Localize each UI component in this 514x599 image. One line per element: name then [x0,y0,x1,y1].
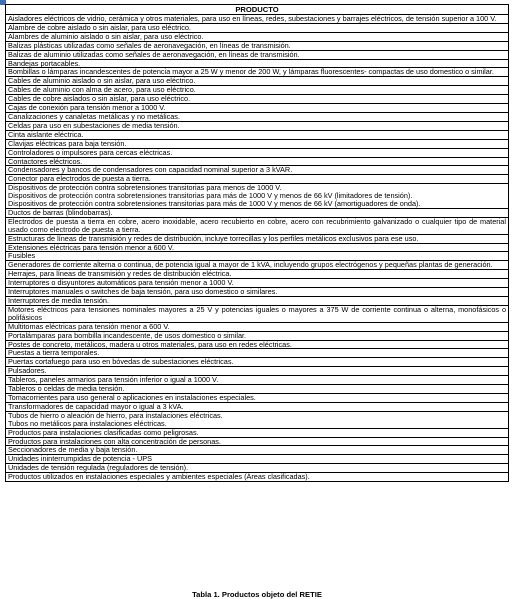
table-row [6,121,509,130]
table-row [6,473,509,482]
product-cell: Tableros, paneles armarios para tensión inferior o igual a 1000 V. [6,376,509,385]
table-row [6,217,509,234]
table-row [6,322,509,331]
product-cell: Celdas para uso en subestaciones de media tensión. [6,121,509,130]
table-caption: Tabla 1. Productos objeto del RETIE [192,590,322,599]
table-row [6,139,509,148]
product-cell: Fusibles [6,252,509,261]
table-row [6,32,509,41]
product-cell: Condensadores y bancos de condensadores con capacidad nominal superior a 3 kVAR. [6,166,509,175]
product-cell: Cajas de conexión para tensión menor a 1000 V. [6,104,509,113]
product-cell: Estructuras de líneas de transmisión y redes de distribución, incluye torrecillas y los perfiles metálicos exclusivos para ese uso. [6,234,509,243]
product-cell: Puertas cortafuego para uso en bóvedas de subestaciones eléctricas. [6,358,509,367]
product-cell: Clavijas eléctricas para baja tensión. [6,139,509,148]
product-cell: Cables de aluminio con alma de acero, para uso eléctrico. [6,86,509,95]
product-cell: Pulsadores. [6,367,509,376]
product-cell: Cables de cobre aislados o sin aislar, para uso eléctrico. [6,95,509,104]
table-row [6,184,509,209]
table-row [6,23,509,32]
product-cell: Extensiones eléctricas para tensión menor a 600 V. [6,243,509,252]
product-cell: Controladores o impulsores para cercas eléctricas. [6,148,509,157]
table-row [6,243,509,252]
table-row [6,428,509,437]
table-row [6,411,509,428]
product-cell: Interruptores o disyuntores automáticos para tensión menor a 1000 V. [6,279,509,288]
table-row [6,208,509,217]
product-cell: Tubos de hierro o aleación de hierro, para instalaciones eléctricas. Tubos no metálicos para instalaciones eléctricas. [6,411,509,428]
product-cell: Puestas a tierra temporales. [6,349,509,358]
product-cell: Motores eléctricos para tensiones nominales mayores a 25 V y potencias iguales o mayores a 375 W de corriente continua o alterna, monofásicos o polifásicos [6,305,509,322]
table-header-row [6,5,509,15]
table-row [6,130,509,139]
product-cell: Ductos de barras (blindobarras). [6,208,509,217]
products-table [5,4,509,482]
product-cell: Herrajes, para líneas de transmisión y redes de distribución eléctrica. [6,270,509,279]
product-cell: Transformadores de capacidad mayor o igual a 3 kVA. [6,402,509,411]
product-cell: Unidades de tensión regulada (reguladores de tensión). [6,464,509,473]
table-body [6,15,509,482]
product-cell: Multitomas eléctricas para tensión menor a 600 V. [6,322,509,331]
column-header-producto: PRODUCTO [6,5,509,15]
product-cell: Productos para instalaciones clasificadas como peligrosas. [6,428,509,437]
table-row [6,41,509,50]
product-cell: Tableros o celdas de media tensión. [6,385,509,394]
product-cell: Electrodos de puesta a tierra en cobre, acero inoxidable, acero recubierto en cobre, acero con recubrimiento galvanizado o cualquier tipo de material usado como electrodo de puesta a tierra. [6,217,509,234]
product-cell: Contactores eléctricos. [6,157,509,166]
table-row [6,234,509,243]
product-cell: Portalámparas para bombilla incandescente, de usos domestico o similar. [6,331,509,340]
product-cell: Seccionadores de media y baja tensión. [6,446,509,455]
product-cell: Aisladores eléctricos de vidrio, cerámica y otros materiales, para uso en líneas, redes, subestaciones y barrajes eléctricos, de tensión superior a 100 V. [6,15,509,24]
product-cell: Balizas plásticas utilizadas como señales de aeronavegación, en líneas de transmisión. [6,41,509,50]
product-cell: Alambres de aluminio aislado o sin aislar, para uso eléctrico. [6,32,509,41]
product-cell: Canalizaciones y canaletas metálicas y no metálicas. [6,112,509,121]
table-row [6,331,509,340]
product-cell: Conector para electrodos de puesta a tierra. [6,175,509,184]
product-cell: Productos utilizados en instalaciones especiales y ambientes especiales (Áreas clasificadas). [6,473,509,482]
table-row [6,305,509,322]
table-row [6,358,509,367]
product-cell: Bandejas portacables. [6,59,509,68]
product-cell: Dispositivos de protección contra sobretensiones transitorias para menos de 1000 V. Dispositivos de protección contra sobretensiones transitorias para más de 1000 V y menos de 66 kV (limitadores de tensión). Dispositivos de protección contra sobretensiones transitorias para más de 1000 V y menos de 66 kV (amortiguadores de onda). [6,184,509,209]
table-row [6,50,509,59]
product-cell: Interruptores manuales o switches de baja tensión, para uso domestico o similares. [6,288,509,297]
product-cell: Balizas de aluminio utilizadas como señales de aeronavegación, en líneas de transmisión. [6,50,509,59]
table-row [6,148,509,157]
product-cell: Bombillas o lámparas incandescentes de potencia mayor a 25 W y menor de 200 W, y lámparas fluorescentes- compactas de uso domestico o similar. [6,68,509,77]
product-cell: Alambre de cobre aislado o sin aislar, para uso eléctrico. [6,23,509,32]
product-cell: Tomacorrientes para uso general o aplicaciones en instalaciones especiales. [6,393,509,402]
product-cell: Generadores de corriente alterna o continua, de potencia igual a mayor de 1 kVA, incluyendo grupos electrógenos y pequeñas plantas de generación. [6,261,509,270]
product-cell: Unidades ininterrumpidas de potencia - UPS [6,455,509,464]
product-cell: Cinta aislante eléctrica. [6,130,509,139]
product-cell: Interruptores de media tensión. [6,297,509,306]
product-cell: Postes de concreto, metálicos, madera u otros materiales, para uso en redes eléctricas. [6,340,509,349]
product-cell: Productos para instalaciones con alta concentración de personas. [6,437,509,446]
table-row [6,402,509,411]
product-cell: Cables de aluminio aislado o sin aislar, para uso eléctrico. [6,77,509,86]
